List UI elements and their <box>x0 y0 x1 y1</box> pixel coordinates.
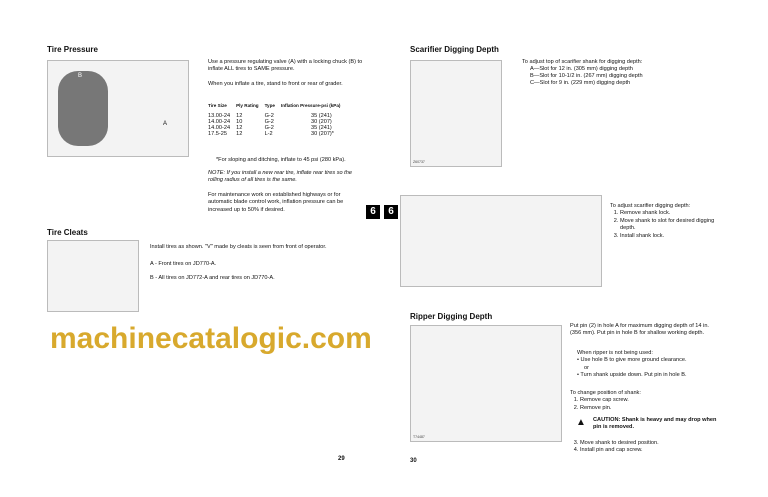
watermark: machinecatalogic.com <box>50 322 372 355</box>
figure-code: Z60737 <box>413 160 425 164</box>
ripper-steps: To change position of shank: 1. Remove cap screw. 2. Remove pin. <box>570 390 720 412</box>
table-row: 14.00-24 10 G-2 30 (207) <box>208 119 332 125</box>
cleats-p1: Install tires as shown. "V" made by cleats is seen from front of operator. <box>150 244 327 250</box>
ripper-steps2: 3. Move shank to desired position. 4. Install pin and cap screw. <box>570 440 659 455</box>
item: A—Slot for 12 in. (305 mm) digging depth <box>530 66 633 72</box>
ripper-figure <box>410 325 562 442</box>
ripper-title: Ripper Digging Depth <box>410 312 493 321</box>
table-row: 17.5-25 12 L-2 30 (207)* <box>208 131 334 137</box>
label-a: A <box>163 121 168 127</box>
p1: Use a pressure regulating valve (A) with a locking chuck (B) to inflate ALL tires to SAME pressure. <box>208 59 363 73</box>
scarifier-intro: To adjust top of scarifier shank for digging depth: <box>522 59 643 65</box>
section-tab: 6 <box>366 205 380 219</box>
note: NOTE: If you install a new rear tire, inflate rear tires so the rolling radius of all tires is the same. <box>208 170 352 184</box>
scarifier-shank-figure <box>400 195 602 287</box>
th: Type <box>264 103 275 108</box>
item: C—Slot for 9 in. (229 mm) digging depth <box>530 80 631 86</box>
th: Tire Size <box>208 103 227 108</box>
tire-table <box>208 103 346 137</box>
table-row: 14.00-24 12 G-2 35 (241) <box>208 125 332 131</box>
figure-code: T74487 <box>413 435 425 439</box>
tire-pressure-title: Tire Pressure <box>47 45 98 54</box>
tire-cleats-title: Tire Cleats <box>47 228 88 237</box>
ripper-not-used: When ripper is not being used: • Use hole B to give more ground clearance. or • Turn shank upside down. Put pin in hole B. <box>577 350 687 379</box>
page-number: 29 <box>338 456 345 462</box>
warning-icon: ▲ <box>576 417 586 428</box>
item: B—Slot for 10-1/2 in. (267 mm) digging depth <box>530 73 643 79</box>
th: Ply Rating <box>236 103 259 108</box>
table-row: 13.00-24 12 G-2 35 (241) <box>208 113 332 119</box>
cleats-b: B - All tires on JD772-A and rear tires on JD770-A. <box>150 275 275 281</box>
cleats-a: A - Front tires on JD770-A. <box>150 261 217 267</box>
footnote: *For sloping and ditching, inflate to 45 psi (280 kPa). <box>216 157 346 163</box>
tire-cleats-figure <box>47 240 139 312</box>
scarifier-figure <box>410 60 502 167</box>
th: Inflation Pressure-psi (kPa) <box>280 103 341 108</box>
scarifier-title: Scarifier Digging Depth <box>410 45 499 54</box>
p2: When you inflate a tire, stand to front or rear of grader. <box>208 81 343 87</box>
tire-inflation-figure <box>47 60 189 157</box>
p3: For maintenance work on established highways or for automatic blade control work, inflation pressure can be increased up to 50% if desired. <box>208 192 344 213</box>
scarifier-steps: To adjust scarifier digging depth: 1. Remove shank lock. 2. Move shank to slot for desired digging depth. 3. Install shank lock. <box>610 203 730 240</box>
label-b: B <box>78 73 83 79</box>
ripper-p1: Put pin (2) in hole A for maximum digging depth of 14 in. (356 mm). Put pin in hole B for shallow working depth. <box>570 323 709 337</box>
caution: ▲ CAUTION: Shank is heavy and may drop when pin is removed. <box>576 417 717 431</box>
section-tab: 6 <box>384 205 398 219</box>
page-number: 30 <box>410 458 417 464</box>
